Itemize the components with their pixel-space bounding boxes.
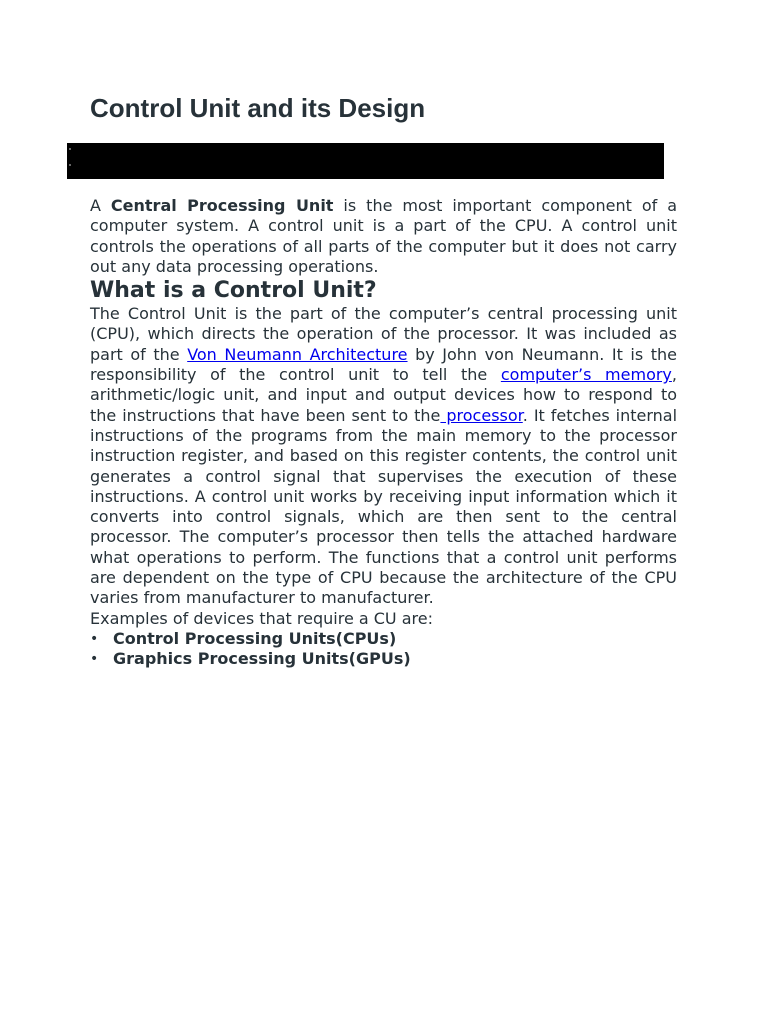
intro-paragraph: [90, 196, 677, 277]
banner-dot: [69, 148, 71, 150]
list-item-label: Graphics Processing Units(GPUs): [113, 649, 411, 669]
section-text-3: , arithmetic/logic unit, and input and output devices how to respond to the instructions that have been sent to the: [90, 365, 677, 425]
list-item: [90, 649, 677, 669]
section-text-2: by John von Neumann. It is the responsibility of the control unit to tell the: [90, 344, 678, 385]
list-item: [90, 629, 677, 649]
intro-text: is the most important component of a computer system. A control unit is a part of the CPU. A control unit controls the operations of all parts of the computer but it does not carry out any data processing operations.: [90, 196, 678, 276]
banner-dot: [69, 164, 71, 166]
section-paragraph: [90, 304, 677, 608]
page-title: Control Unit and its Design: [90, 93, 426, 123]
bullet-icon: •: [90, 651, 99, 668]
black-banner: [67, 143, 664, 179]
examples-intro: Examples of devices that require a CU are:: [90, 608, 433, 628]
section-heading: What is a Control Unit?: [90, 278, 377, 304]
von-neumann-link[interactable]: Von Neumann Architecture: [187, 344, 408, 364]
intro-bold-term: Central Processing Unit: [110, 196, 334, 215]
computer-memory-link[interactable]: computer’s memory: [500, 365, 672, 385]
intro-prefix: A: [90, 196, 111, 215]
article-body: [90, 196, 677, 670]
processor-link[interactable]: processor: [440, 405, 523, 425]
section-text-1: The Control Unit is the part of the computer’s central processing unit (CPU), which directs the operation of the processor. It was included as part of the: [90, 304, 677, 364]
section-text-4: . It fetches internal instructions of the programs from the main memory to the processor instruction register, and based on this register contents, the control unit generates a control signal that supervises the execution of these instructions. A control unit works by receiving input information which it converts into control signals, which are then sent to the central processor. The computer’s processor then tells the attached hardware what operations to perform. The functions that a control unit performs are dependent on the type of CPU because the architecture of the CPU varies from manufacturer to manufacturer.: [90, 405, 678, 608]
list-item-label: Control Processing Units(CPUs): [113, 628, 397, 648]
examples-list: [90, 629, 677, 670]
bullet-icon: •: [90, 630, 99, 647]
